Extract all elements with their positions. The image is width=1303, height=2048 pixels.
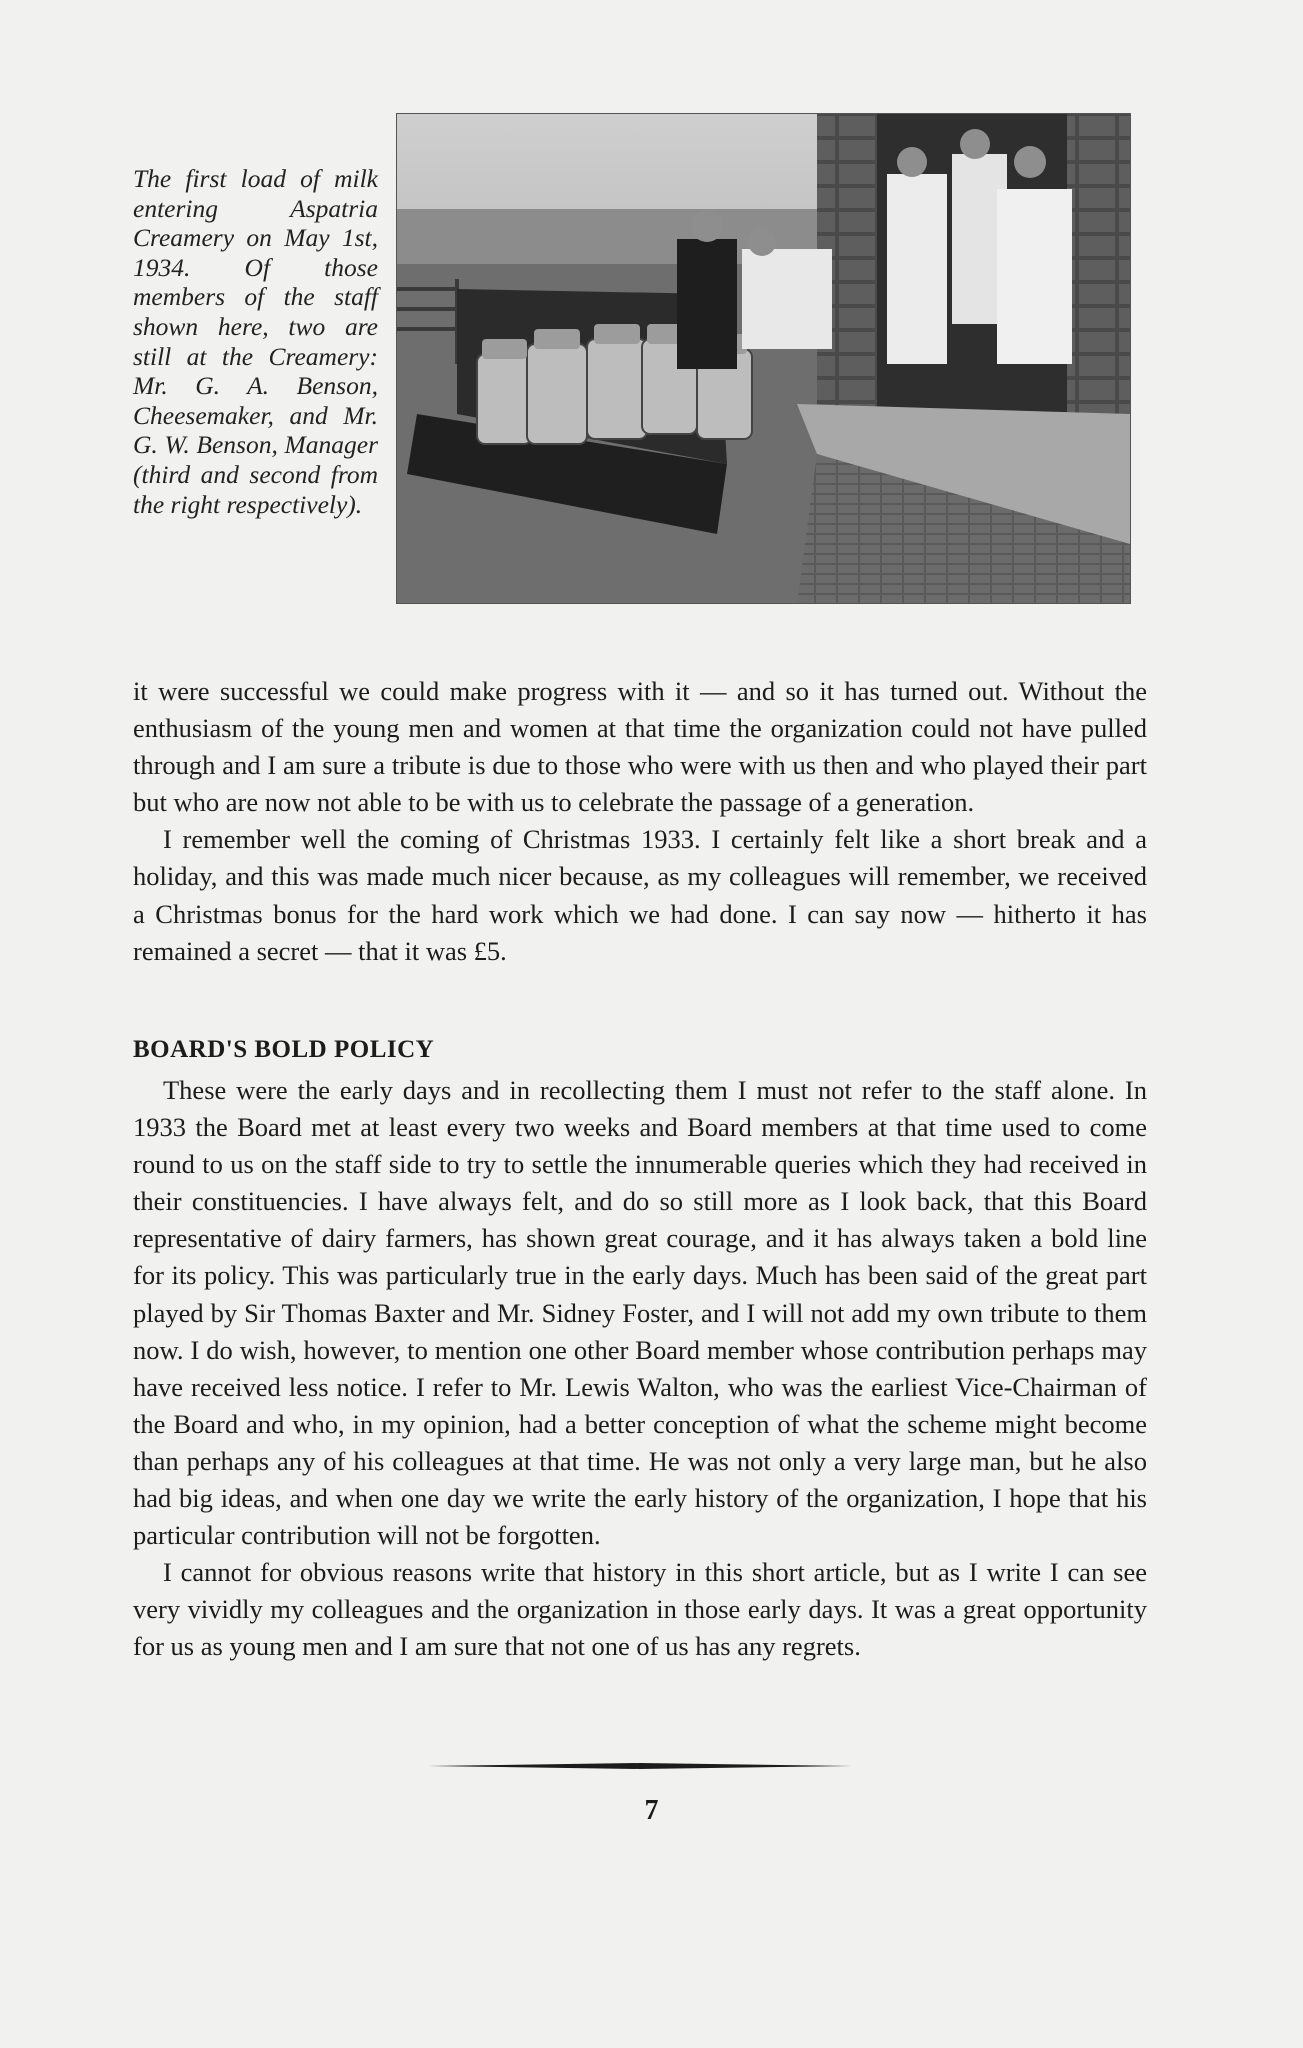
section-heading: BOARD'S BOLD POLICY	[133, 1036, 435, 1063]
creamery-photograph	[396, 113, 1131, 604]
page-number: 7	[644, 1795, 659, 1826]
paragraph-closing: I cannot for obvious reasons write that history in this short article, but as I write I can see very vividly my colleagues and the organization in those early days. It was a great opportunity for us as young men and I am sure that not one of us has any regrets.	[133, 1557, 1147, 1662]
paragraph-board-policy: These were the early days and in recollecting them I must not refer to the staff alone. In 1933 the Board met at least every two weeks and Board members at that time used to come round to us on the staff side to try to settle the innumerable queries which they had received in their constituencies. I have always felt, and do so still more as I look back, that this Board representative of dairy farmers, has shown great courage, and it has always taken a bold line for its policy. This was particularly true in the early days. Much has been said of the great part played by Sir Thomas Baxter and Mr. Sidney Foster, and I will not add my own tribute to them now. I do wish, however, to mention one other Board member whose contribution perhaps may have received less notice. I refer to Mr. Lewis Walton, who was the earliest Vice-Chairman of the Board and who, in my opinion, had a better conception of what the scheme might become than perhaps any of his colleagues at that time. He was not only a very large man, but he also had big ideas, and when one day we write the early history of the organization, I hope that his particular contribution will not be forgotten.	[133, 1075, 1147, 1551]
article-body-bottom	[133, 1072, 1147, 1666]
paragraph-christmas-1933: I remember well the coming of Christmas 1933. I certainly felt like a short break and a holiday, and this was made much nicer because, as my colleagues will remember, we received a Christmas bonus for the hard work which we had done. I can say now — hitherto it has remained a secret — that it was £5.	[133, 824, 1147, 966]
photo-caption: The first load of milk entering Aspatria Creamery on May 1st, 1934. Of those members of the staff shown here, two are still at the Creamery: Mr. G. A. Benson, Cheesemaker, and Mr. G. W. Benson, Manager (third and second from the right respectively).	[133, 164, 378, 519]
article-body-top	[133, 673, 1147, 970]
paragraph-continuation: it were successful we could make progress with it — and so it has turned out. Without the enthusiasm of the young men and women at that time the organization could not have pulled through and I am sure a tribute is due to those who were with us then and who played their part but who are now not able to be with us to celebrate the passage of a generation.	[133, 676, 1147, 818]
photo-illustration	[397, 114, 1130, 603]
decorative-rule	[428, 1763, 852, 1769]
